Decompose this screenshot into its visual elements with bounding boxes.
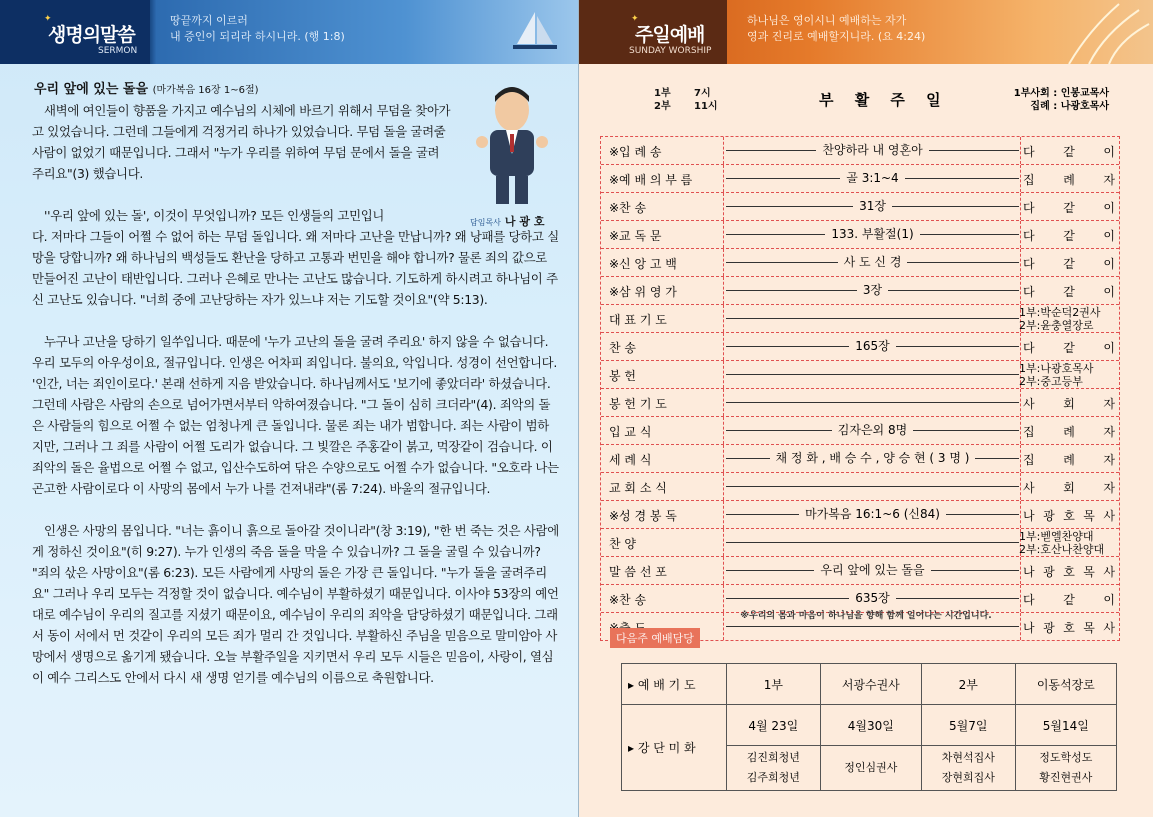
sailboat-icon bbox=[505, 8, 565, 58]
divider bbox=[723, 165, 724, 192]
order-item-who: 1부:박순덕2권사 2부:윤충열장로 bbox=[1019, 306, 1101, 332]
order-row bbox=[601, 277, 1119, 305]
divider bbox=[723, 445, 724, 472]
order-item-name: 봉 헌 기 도 bbox=[609, 397, 667, 411]
order-row bbox=[601, 221, 1119, 249]
order-item-content: 마가복음 16:1~6 (신84) bbox=[799, 507, 946, 521]
divider bbox=[1020, 389, 1021, 416]
divider bbox=[1020, 501, 1021, 528]
divider bbox=[1020, 165, 1021, 192]
worship-logo-sub: SUNDAY WORSHIP bbox=[629, 46, 712, 56]
star-icon: ✦ bbox=[631, 14, 639, 24]
worship-header bbox=[579, 0, 1153, 64]
divider bbox=[1020, 193, 1021, 220]
order-item-name: 교 회 소 식 bbox=[609, 481, 667, 495]
order-item-content: 채 정 화 , 배 승 수 , 양 승 현 ( 3 명 ) bbox=[770, 451, 976, 465]
worship-header-verse: 하나님은 영이시니 예배하는 자가 영과 진리로 예배할지니라. (요 4:24) bbox=[747, 14, 926, 43]
order-row bbox=[601, 501, 1119, 529]
order-item-name: ※교 독 문 bbox=[609, 229, 662, 243]
sermon-logo bbox=[0, 0, 150, 64]
order-row bbox=[601, 361, 1119, 389]
order-item-who: 1부:벧엘찬양대 2부:호산나찬양대 bbox=[1019, 530, 1105, 556]
order-item-content: 31장 bbox=[853, 199, 892, 213]
divider bbox=[723, 137, 724, 164]
order-item-name: 입 교 식 bbox=[609, 425, 652, 439]
order-item-who: 다 같 이 bbox=[1023, 341, 1115, 355]
sermon-title: 우리 앞에 있는 돌을 (마가복음 16장 1~6절) bbox=[34, 82, 259, 97]
divider bbox=[723, 249, 724, 276]
sermon-paragraph: 새벽에 여인들이 향품을 가지고 예수님의 시체에 바르기 위해서 무덤을 찾아가고 있었습니다. 그런데 그들에게 걱정거리 하나가 있었습니다. 무덤 돌을 굴려줄 사람이 없었기 때문입니다. 그래서 "누가 우리를 위하여 무덤 문에서 돌을 굴려 주리요"(3) 했습니다. bbox=[32, 103, 451, 181]
next-week-tag: 다음주 예배담당 bbox=[610, 628, 700, 648]
order-row bbox=[601, 165, 1119, 193]
order-item-name: 봉 헌 bbox=[609, 369, 636, 383]
leader-line bbox=[726, 402, 1019, 403]
order-item-content: 635장 bbox=[849, 591, 896, 605]
order-item-content: 골 3:1~4 bbox=[840, 171, 904, 185]
order-row bbox=[601, 137, 1119, 165]
order-row bbox=[601, 445, 1119, 473]
divider bbox=[723, 361, 724, 388]
order-item-content: 165장 bbox=[849, 339, 896, 353]
divider bbox=[1020, 445, 1021, 472]
sermon-reference: (마가복음 16장 1~6절) bbox=[152, 85, 259, 96]
sermon-header-verse: 땅끝까지 이르러 내 증인이 되리라 하시니라. (행 1:8) bbox=[170, 14, 345, 43]
leader-line bbox=[726, 318, 1019, 319]
worship-logo-title: 주일예배 bbox=[635, 24, 705, 46]
sermon-body bbox=[32, 100, 560, 709]
divider bbox=[723, 305, 724, 332]
sermon-paragraph: ''우리 앞에 있는 돌', 이것이 무엇입니까? 모든 인생들의 고민입니 bbox=[44, 208, 385, 223]
divider bbox=[1020, 249, 1021, 276]
divider bbox=[723, 277, 724, 304]
table-row: 김진희청년 김주희청년 정인심권사 차현석집사 장현희집사 정도학성도 황진현권사 bbox=[622, 746, 1117, 791]
order-row bbox=[601, 557, 1119, 585]
wheat-icon bbox=[1049, 0, 1153, 64]
divider bbox=[723, 557, 724, 584]
pastor-caption: 담임목사 나 광 호 bbox=[470, 215, 545, 228]
altar-label: ▸ 강 단 미 화 bbox=[622, 705, 727, 791]
sermon-paragraph: 다. 저마다 그들이 어쩔 수 없어 하는 무덤 돌입니다. 왜 저마다 고난을 만납니까? 왜 낭패를 당하고 실망을 당합니까? 왜 하나님의 백성들도 환난을 당하고 고통과 번민을 해야 합니까? 물론 죄의 값으로 만들어진 고난이 태반입니다. 그러나 은혜로 만나는 고난도 많습니다. 기도하게 하시려고 하나님이 주신 고난도 있습니다. "너희 중에 고난당하는 자가 있느냐 저는 기도할 것이요"(약 5:13). bbox=[32, 229, 559, 307]
divider bbox=[1020, 277, 1021, 304]
divider bbox=[723, 193, 724, 220]
divider bbox=[1020, 417, 1021, 444]
order-item-name: 찬 송 bbox=[609, 341, 636, 355]
order-row bbox=[601, 193, 1119, 221]
order-item-name: 세 례 식 bbox=[609, 453, 652, 467]
star-icon: ✦ bbox=[44, 14, 52, 24]
order-item-who: 다 같 이 bbox=[1023, 229, 1115, 243]
service-title: 부 활 주 일 bbox=[819, 91, 949, 109]
leader-line bbox=[726, 626, 1019, 627]
divider bbox=[1020, 473, 1021, 500]
order-item-content: 김자은외 8명 bbox=[832, 423, 913, 437]
worship-logo bbox=[579, 0, 727, 64]
order-item-content: 133. 부활절(1) bbox=[825, 227, 919, 241]
divider bbox=[1020, 333, 1021, 360]
order-item-who: 나 광 호 목 사 bbox=[1023, 509, 1115, 523]
order-item-name: 찬 양 bbox=[609, 537, 636, 551]
order-item-name: 대 표 기 도 bbox=[609, 313, 667, 327]
leader-line bbox=[726, 486, 1019, 487]
order-item-who: 나 광 호 목 사 bbox=[1023, 565, 1115, 579]
order-item-name: ※찬 송 bbox=[609, 593, 647, 607]
worship-page bbox=[579, 0, 1153, 817]
order-item-name: 말 씀 선 포 bbox=[609, 565, 667, 579]
table-row: ▸ 예 배 기 도 1부 서광수권사 2부 이동석장로 bbox=[622, 664, 1117, 705]
next-week-duty-table bbox=[621, 663, 1117, 791]
divider bbox=[723, 529, 724, 556]
order-item-who: 사 회 자 bbox=[1023, 481, 1115, 495]
service-leaders: 1부사회 : 인봉교목사 집례 : 나광호목사 bbox=[1013, 88, 1109, 112]
order-row bbox=[601, 529, 1119, 557]
service-times: 1부 7시 2부 11시 bbox=[654, 88, 718, 112]
order-row bbox=[601, 333, 1119, 361]
divider bbox=[723, 221, 724, 248]
divider bbox=[723, 389, 724, 416]
leader-line bbox=[726, 374, 1019, 375]
sermon-paragraph: 누구나 고난을 당하기 일쑤입니다. 때문에 '누가 고난의 돌을 굴려 주리요' 하지 않을 수 없습니다. 우리 모두의 아우성이요, 절규입니다. 인생은 어차피 죄입니다. 불의요, 악입니다. 성경이 선언합니다. '인간, 너는 죄인이로다.' 본래 선하게 지음 받았습니다. 하나님께서도 '보기에 좋았더라' 하셨습니다. 그런데 사람은 사람의 손으로 넘어가면서부터 악하여졌습니다. "그 돌이 심히 크더라"(4). 죄악의 돌은 사람들의 힘으로 어쩔 수 없는 엄청나게 큰 돌입니다. 물론 죄는 내가 범합니다. 죄는 사람이 범하지만, 그러나 그 죄를 사람이 어쩔 도리가 없습니다. 그 빛깔은 주홍같이 붉고, 먹장같이 검습니다. 이 죄악의 돌은 율법으로 어쩔 수 없고, 입산수도하여 닦은 수양으로도 어쩔 수가 없습니다. "오호라 나는 곤고한 사람이로다 이 사망의 몸에서 누가 나를 건져내랴"(롬 7:24). 바울의 절규입니다. bbox=[32, 334, 559, 496]
divider bbox=[723, 417, 724, 444]
order-item-content: 우리 앞에 있는 돌을 bbox=[814, 563, 930, 577]
divider bbox=[1020, 221, 1021, 248]
order-item-name: ※입 례 송 bbox=[609, 145, 662, 159]
order-item-who: 다 같 이 bbox=[1023, 285, 1115, 299]
order-item-name: ※삼 위 영 가 bbox=[609, 285, 677, 299]
order-item-name: ※성 경 봉 독 bbox=[609, 509, 677, 523]
order-item-who: 집 례 자 bbox=[1023, 173, 1115, 187]
order-item-content: 사 도 신 경 bbox=[838, 255, 908, 269]
sermon-logo-title: 생명의말씀 bbox=[48, 24, 135, 46]
order-row bbox=[601, 389, 1119, 417]
order-item-who: 나 광 호 목 사 bbox=[1023, 621, 1115, 635]
table-row: ▸ 강 단 미 화 4월 23일 4월30일 5월7일 5월14일 bbox=[622, 705, 1117, 746]
order-item-content: 찬양하라 내 영혼아 bbox=[816, 143, 928, 157]
divider bbox=[723, 333, 724, 360]
sermon-logo-sub: SERMON bbox=[98, 46, 138, 56]
order-of-worship bbox=[600, 136, 1120, 641]
sermon-header bbox=[0, 0, 579, 64]
order-item-name: ※신 앙 고 백 bbox=[609, 257, 677, 271]
order-item-who: 집 례 자 bbox=[1023, 425, 1115, 439]
order-row bbox=[601, 417, 1119, 445]
order-row bbox=[601, 305, 1119, 333]
order-item-who: 1부:나광호목사 2부:중고등부 bbox=[1019, 362, 1094, 388]
order-item-who: 다 같 이 bbox=[1023, 201, 1115, 215]
order-item-who: 다 같 이 bbox=[1023, 593, 1115, 607]
divider bbox=[723, 501, 724, 528]
order-row bbox=[601, 473, 1119, 501]
prayer-label: ▸ 예 배 기 도 bbox=[622, 664, 727, 705]
order-item-who: 집 례 자 bbox=[1023, 453, 1115, 467]
divider bbox=[1020, 137, 1021, 164]
order-item-name: ※찬 송 bbox=[609, 201, 647, 215]
order-item-content: 3장 bbox=[857, 283, 888, 297]
standing-note: ※우리의 몸과 마음이 하나님을 향해 함께 일어나는 시간입니다. bbox=[740, 611, 992, 621]
sermon-paragraph: 인생은 사망의 몸입니다. "너는 흙이니 흙으로 돌아갈 것이니라"(창 3:19), "한 번 죽는 것은 사람에게 정하신 것이요"(히 9:27). 누가 인생의 죽음 돌을 막을 수 있습니까? 그 돌을 굴릴 수 있습니까? "죄의 삯은 사망이요"(롬 6:23). 모든 사람에게 사망의 돌은 가장 큰 돌입니다. "누가 돌을 굴려주리요" 그러나 우리 모두는 걱정할 것이 없습니다. 예수님이 부활하셨기 때문입니다. 이사야 53장의 예언대로 예수님이 우리의 질고를 지셨기 때문이요, 예수님이 우리의 죄악을 담당하셨기 때문입니다. 그래서 동이 서에서 먼 것같이 우리의 모든 죄가 멀리 간 것입니다. 부활하신 주님을 믿음으로 말미암아 사망에서 생명으로 옮기게 됐습니다. 오늘 부활주일을 지키면서 우리 모두 시들은 믿음이, 사랑이, 열심이 예수 그리스도 안에서 다시 새 생명 얻기를 예수님의 이름으로 축원합니다. bbox=[32, 523, 559, 685]
order-item-who: 다 같 이 bbox=[1023, 145, 1115, 159]
order-item-who: 사 회 자 bbox=[1023, 397, 1115, 411]
order-row bbox=[601, 249, 1119, 277]
leader-line bbox=[726, 542, 1019, 543]
divider bbox=[1020, 557, 1021, 584]
order-item-who: 다 같 이 bbox=[1023, 257, 1115, 271]
order-item-name: ※예 배 의 부 름 bbox=[609, 173, 693, 187]
divider bbox=[723, 473, 724, 500]
